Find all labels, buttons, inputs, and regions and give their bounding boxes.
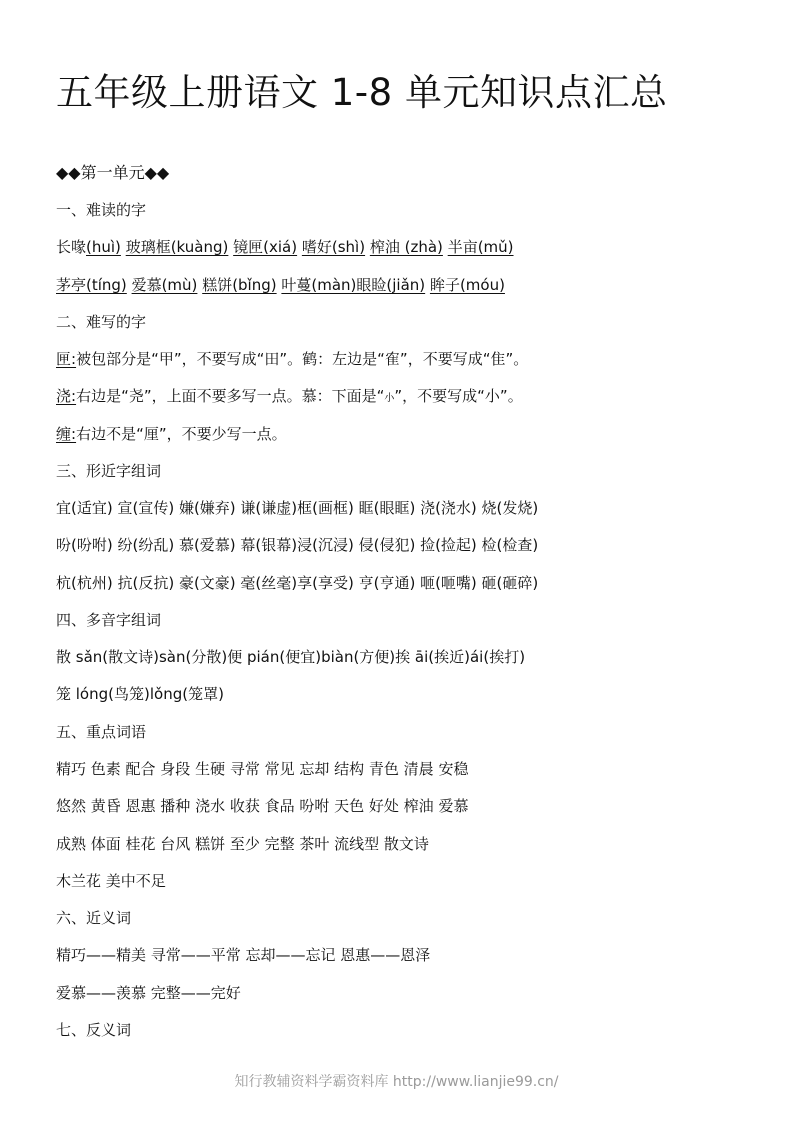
section-heading-similar-chars: 三、形近字组词 bbox=[56, 462, 162, 480]
section-heading-synonyms: 六、近义词 bbox=[56, 909, 132, 927]
hard-write-line-1 bbox=[56, 349, 528, 369]
word-item: 叶蔓(màn)眼睑(jiǎn) bbox=[281, 276, 426, 294]
synonyms-row-2: 爱慕——羡慕 完整——完好 bbox=[56, 984, 241, 1002]
small-char: 小 bbox=[384, 393, 395, 404]
word-item: 长喙(huì) bbox=[56, 238, 121, 256]
word-item: 茅亭(tíng) bbox=[56, 276, 127, 294]
key-words-row-1: 精巧 色素 配合 身段 生硬 寻常 常见 忘却 结构 青色 清晨 安稳 bbox=[56, 760, 469, 778]
section-heading-hard-write: 二、难写的字 bbox=[56, 313, 147, 331]
key-words-row-4: 木兰花 美中不足 bbox=[56, 872, 166, 890]
explanation-text: 被包部分是“甲”，不要写成“田”。鹤：左边是“隺”，不要写成“隹”。 bbox=[76, 350, 529, 368]
similar-chars-row-3: 杭(杭州) 抗(反抗) 豪(文豪) 毫(丝毫)享(享受) 亨(亨通) 咂(咂嘴) 砸(砸碎) bbox=[56, 574, 539, 592]
hard-write-line-2 bbox=[56, 386, 523, 409]
key-words-row-2: 悠然 黄昏 恩惠 播种 浇水 收获 食品 吩咐 天色 好处 榨油 爱慕 bbox=[56, 797, 469, 815]
similar-chars-row-1: 宜(适宜) 宣(宣传) 嫌(嫌弃) 谦(谦虚)框(画框) 眶(眼眶) 浇(浇水) 烧(发烧) bbox=[56, 499, 539, 517]
page-title: 五年级上册语文 1-8 单元知识点汇总 bbox=[56, 71, 668, 114]
section-heading-hard-read: 一、难读的字 bbox=[56, 201, 147, 219]
section-heading-key-words: 五、重点词语 bbox=[56, 723, 147, 741]
polyphones-row-2: 笼 lóng(鸟笼)lǒng(笼罩) bbox=[56, 685, 224, 703]
word-item: 嗜好(shì) bbox=[301, 238, 366, 256]
word-item: 爱慕(mù) bbox=[131, 276, 198, 294]
word-item: 半亩(mǔ) bbox=[447, 238, 514, 256]
target-char: 匣: bbox=[56, 350, 77, 368]
word-item: 眸子(móu) bbox=[429, 276, 505, 294]
explanation-text: ”，不要写成“小”。 bbox=[394, 387, 523, 405]
hard-write-line-3 bbox=[56, 424, 287, 444]
word-item: 玻璃框(kuàng) bbox=[125, 238, 229, 256]
word-item: 镜匣(xiá) bbox=[233, 238, 298, 256]
hard-read-row-1 bbox=[56, 237, 514, 257]
section-heading-antonyms: 七、反义词 bbox=[56, 1021, 132, 1039]
target-char: 缠: bbox=[56, 425, 77, 443]
polyphones-row-1: 散 sǎn(散文诗)sàn(分散)便 pián(便宜)biàn(方便)挨 āi(挨近)ái(挨打) bbox=[56, 648, 526, 666]
similar-chars-row-2: 吩(吩咐) 纷(纷乱) 慕(爱慕) 幕(银幕)浸(沉浸) 侵(侵犯) 捡(捡起) 检(检查) bbox=[56, 536, 539, 554]
unit-heading: ◆◆第一单元◆◆ bbox=[56, 163, 170, 182]
explanation-text: 右边是“尧”，上面不要多写一点。慕：下面是“ bbox=[76, 387, 385, 405]
section-heading-polyphones: 四、多音字组词 bbox=[56, 611, 162, 629]
explanation-text: 右边不是“厘”，不要少写一点。 bbox=[76, 425, 287, 443]
key-words-row-3: 成熟 体面 桂花 台风 糕饼 至少 完整 茶叶 流线型 散文诗 bbox=[56, 835, 429, 853]
word-item: 糕饼(bǐng) bbox=[202, 276, 277, 294]
hard-read-row-2 bbox=[56, 275, 505, 295]
footer-watermark: 知行教辅资料学霸资料库 http://www.lianjie99.cn/ bbox=[234, 1074, 559, 1090]
word-item: 榨油 (zhà) bbox=[369, 238, 443, 256]
synonyms-row-1: 精巧——精美 寻常——平常 忘却——忘记 恩惠——恩泽 bbox=[56, 946, 431, 964]
target-char: 浇: bbox=[56, 387, 77, 405]
